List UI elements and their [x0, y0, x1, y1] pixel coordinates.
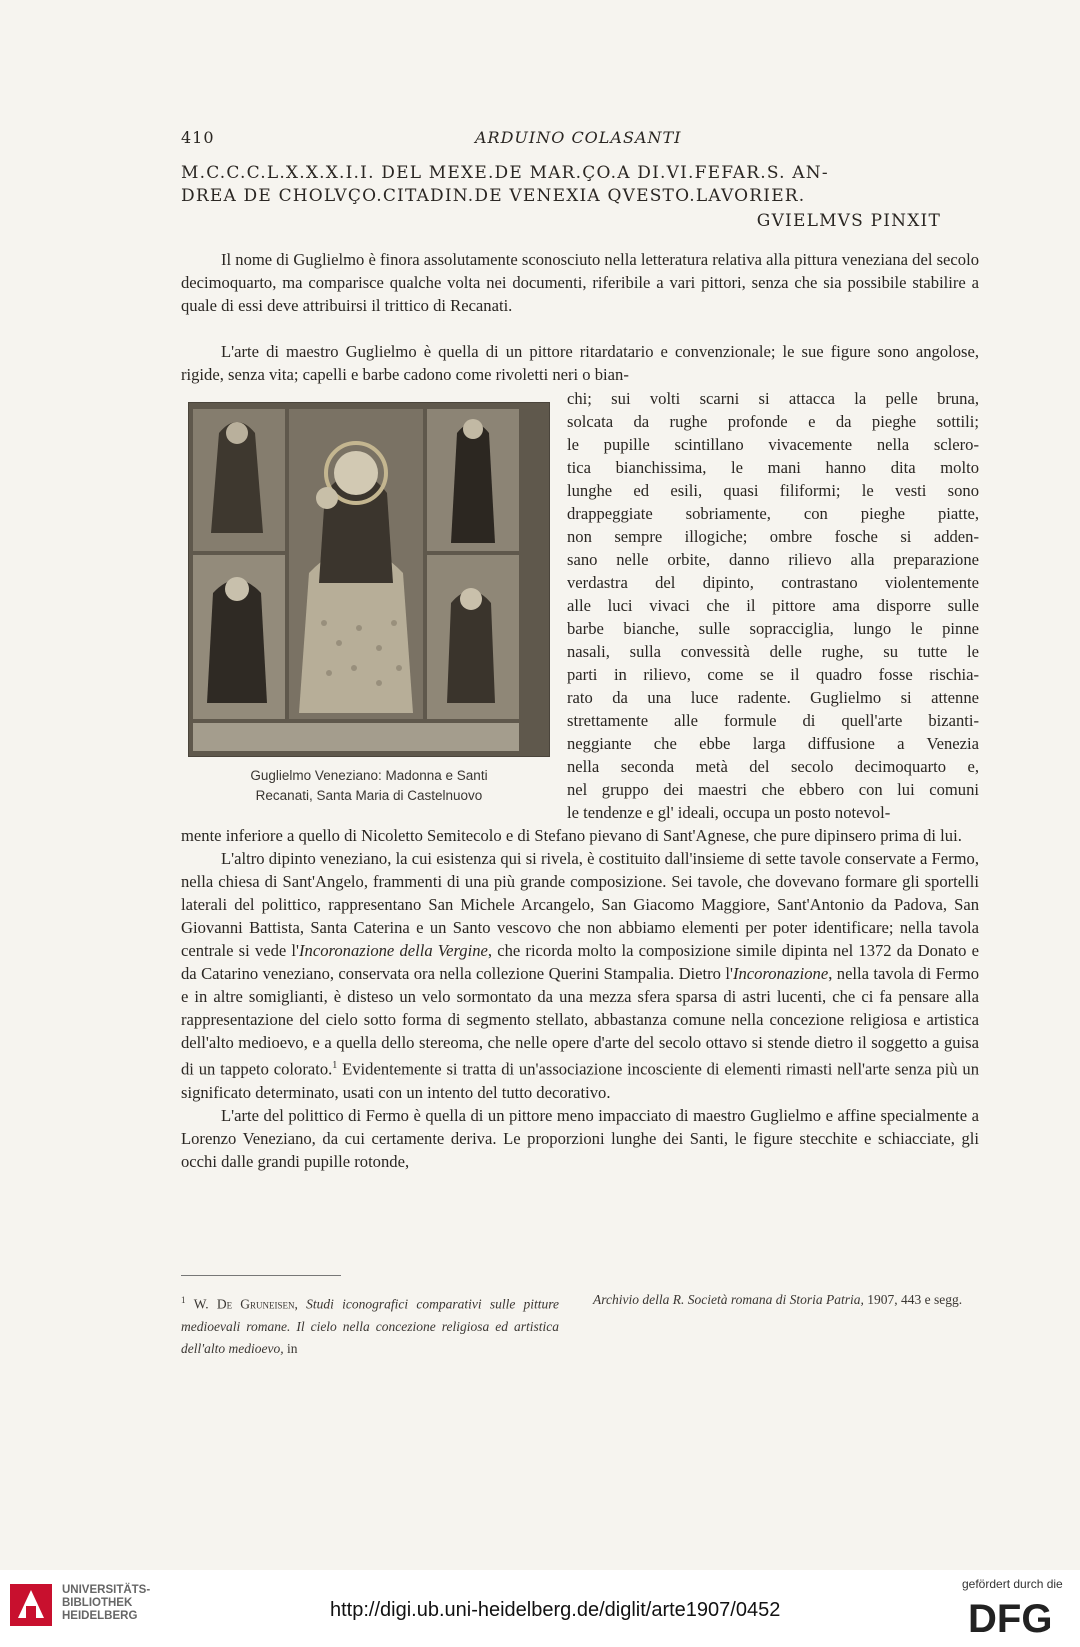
wrap-line: solcata da rughe profonde e da pieghe sottili;	[567, 412, 979, 431]
wrap-line: nel gruppo dei maestri che ebbero con lui comuni	[567, 780, 979, 799]
page-number: 410	[181, 128, 215, 147]
wrap-line: alle luci vivaci che il pittore ama disporre sulle	[567, 596, 979, 615]
wrap-line: le tendenze e gl' ideali, occupa un posto notevol-	[567, 803, 891, 822]
footnote-1: $^1$ W. De Gruneisen, Studi iconografici comparativi sulle pitture medioevali romane. Il cielo nella concezione religiosa ed artistica dell'alto medioevo, in	[181, 1295, 560, 1356]
wrap-line: neggiante che ebbe larga diffusione a Venezia	[567, 734, 979, 753]
wrap-line: tica bianchissima, le mani hanno dita molto	[567, 458, 979, 477]
wrap-line: non sempre illogiche; ombre fosche si adden-	[567, 527, 979, 546]
paragraph-2-end: mente inferiore a quello di Nicoletto Semitecolo e di Stefano pievano di Sant'Agnese, che pure dipinsero prima di lui.	[181, 826, 962, 845]
wrap-line: le pupille scintillano vivacemente nella sclero-	[567, 435, 979, 454]
wrap-line: nella seconda metà del secolo decimoquarto e,	[567, 757, 979, 776]
inscription-signature: GVIELMVS PINXIT	[756, 211, 941, 231]
figure-caption	[188, 766, 550, 806]
wrap-line: chi; sui volti scarni si attacca la pelle bruna,	[567, 389, 979, 408]
wrap-line: verdastra del dipinto, contrastano violentemente	[567, 573, 979, 592]
footnote-separator	[181, 1275, 341, 1276]
paragraph-1: Il nome di Guglielmo è finora assolutamente sconosciuto nella letteratura relativa alla pittura veneziana del secolo decimoquarto, ma comparisce qualche volta nei documenti, riferibile a vari pittori, senza che sia possibile stabilire a quale di essi deve attribuirsi il trittico di Recanati.	[181, 250, 979, 315]
caption-line-1: Guglielmo Veneziano: Madonna e Santi	[250, 768, 488, 783]
svg-text:DFG: DFG	[968, 1597, 1053, 1636]
paragraph-2-intro: L'arte di maestro Guglielmo è quella di un pittore ritardatario e convenzionale; le sue figure sono angolose, rigide, senza vita; capelli e barbe cadono come rivoletti neri o bian-	[181, 342, 979, 384]
footnote-reference: 1	[332, 1060, 338, 1071]
inscription-line-1: M.C.C.C.L.X.X.X.I.I. DEL MEXE.DE MAR.ÇO.A DI.VI.FEFAR.S. AN-	[181, 163, 829, 183]
wrap-line: nasali, sulla convessità delle rughe, su tutte le	[567, 642, 979, 661]
running-head: ARDUINO COLASANTI	[475, 128, 682, 147]
source-url-link[interactable]: http://digi.ub.uni-heidelberg.de/diglit/arte1907/0452	[330, 1599, 781, 1621]
wrap-line: drappeggiate sobriamente, con pieghe piatte,	[567, 504, 979, 523]
wrap-line: sano nelle orbite, danno rilievo alla preparazione	[567, 550, 979, 569]
wrap-line: strettamente alle formule di quell'arte bizanti-	[567, 711, 979, 730]
paragraph-4: L'arte del polittico di Fermo è quella di un pittore meno impacciato di maestro Guglielmo e affine specialmente a Lorenzo Veneziano, da cui certamente deriva. Le proporzioni lunghe dei Santi, le figure stecchite e schiacciate, gli occhi dalle grandi pupille rotonde,	[181, 1105, 979, 1171]
paragraph-3: L'altro dipinto veneziano, la cui esistenza qui si rivela, è costituito dall'insieme di sette tavole conservate a Fermo, nella chiesa di Sant'Angelo, frammenti di una più grande composizione. Sei tavole, che dovevano formare gli sportelli laterali del polittico, rappresentano San Michele Arcangelo, San Giacomo Maggiore, Sant'Antonio da Padova, San Giovanni Battista, Santa Caterina e un Santo vescovo che non abbiamo elementi per poter identificare; nella tavola centrale si vede l'Incoronazione della Vergine, che ricorda molto la composizione simile dipinta nel 1372 da Donato e da Catarino veneziano, conservata ora nella collezione Querini Stampalia. Dietro l'Incoronazione, nella tavola di Fermo e in altre somiglianti, è disteso un velo sormontato da una mezza sfera sparsa di astri lucenti, che ci fa pensare alla rappresentazione del cielo sotto forma di segmento stellato, abbastanza comune nella concezione religiosa e artistica dell'alto medioevo, e a quella dello stereoma, che nelle opere d'arte del secolo ottavo si stende dietro il soggetto a guisa di un tappeto colorato.$^1$ Evidentemente si tratta di un'associazione incosciente di elementi rimasti nell'arte senza più un significato determinato, usati con un intento del tutto decorativo.	[181, 849, 979, 1102]
wrap-line: lunghe ed esili, quasi filiformi; le vesti sono	[567, 481, 979, 500]
wrap-line: parti in rilievo, come se il quadro fosse rischia-	[567, 665, 979, 684]
dfg-logo-icon	[968, 1596, 1068, 1636]
triptych-image	[188, 402, 550, 757]
footnote-1-continued: Archivio della R. Società romana di Storia Patria, 1907, 443 e segg.	[593, 1292, 963, 1307]
wrap-line: rato da una luce radente. Guglielmo si attenne	[567, 688, 979, 707]
text-wrap-column	[567, 387, 979, 824]
main-text-continued	[181, 824, 979, 1173]
wrap-line: barbe bianche, sulle sopracciglia, lungo le pinne	[567, 619, 979, 638]
inscription-line-2: DREA DE CHOLVÇO.CITADIN.DE VENEXIA QVESTO.LAVORIER.	[181, 186, 806, 206]
library-name: UNIVERSITÄTS- BIBLIOTHEK HEIDELBERG	[62, 1584, 151, 1622]
caption-line-2: Recanati, Santa Maria di Castelnuovo	[255, 788, 483, 803]
funding-note: gefördert durch die	[962, 1577, 1063, 1591]
library-logo-icon	[8, 1582, 54, 1628]
madonna-and-saints-painting	[189, 403, 549, 756]
